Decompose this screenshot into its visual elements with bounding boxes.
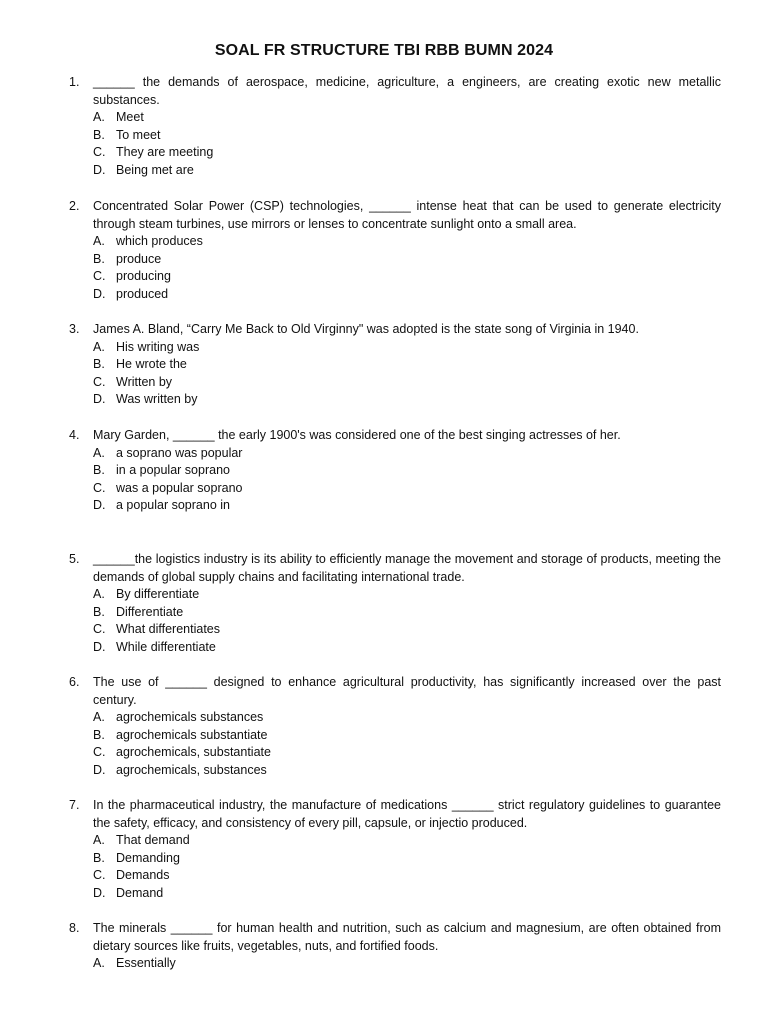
option-c [93,480,721,498]
question-text: ______ the demands of aerospace, medicine, agriculture, a engineers, are creating exotic new metallic substances. [93,75,721,107]
question-2 [69,198,721,304]
option-letter: D. [93,762,106,777]
question-text: In the pharmaceutical industry, the manufacture of medications ______ strict regulatory guidelines to guarantee the safety, efficacy, and consistency of every pill, capsule, or injectio produced. [93,798,721,830]
option-a [93,832,721,850]
option-c [93,374,721,392]
option-d [93,639,721,657]
question-number: 1. [69,75,80,89]
option-a [93,339,721,357]
option-a [93,955,721,973]
option-text: Being met are [116,162,194,177]
option-text: He wrote the [116,357,187,372]
option-c [93,621,721,639]
option-text: His writing was [116,339,200,354]
option-letter: B. [93,850,105,865]
option-text: which produces [116,234,203,249]
question-text: James A. Bland, “Carry Me Back to Old Virginny" was adopted is the state song of Virginia in 1940. [93,322,639,336]
option-text: While differentiate [116,639,216,654]
option-letter: C. [93,622,106,637]
option-text: That demand [116,833,190,848]
option-d [93,391,721,409]
option-letter: B. [93,357,105,372]
option-letter: B. [93,463,105,478]
option-list [93,709,721,779]
option-b [93,356,721,374]
option-d [93,762,721,780]
option-text: What differentiates [116,622,220,637]
option-letter: B. [93,727,105,742]
option-letter: A. [93,833,105,848]
option-b [93,251,721,269]
option-letter: C. [93,480,106,495]
option-d [93,286,721,304]
option-letter: D. [93,498,106,513]
option-text: By differentiate [116,587,200,602]
option-b [93,462,721,480]
question-text: The use of ______ designed to enhance agricultural productivity, has significantly increased over the past century. [93,675,721,707]
question-text: Mary Garden, ______ the early 1900's was considered one of the best singing actresses of her. [93,428,621,442]
option-letter: A. [93,110,105,125]
option-list [93,832,721,902]
option-c [93,144,721,162]
option-letter: A. [93,445,105,460]
option-b [93,850,721,868]
option-letter: C. [93,145,106,160]
option-letter: D. [93,162,106,177]
option-text: agrochemicals substantiate [116,727,268,742]
option-b [93,604,721,622]
option-letter: B. [93,127,105,142]
option-text: a soprano was popular [116,445,243,460]
option-d [93,162,721,180]
option-letter: B. [93,251,105,266]
option-a [93,586,721,604]
option-a [93,109,721,127]
question-number: 3. [69,322,80,336]
option-text: Meet [116,110,144,125]
option-b [93,727,721,745]
option-text: Demands [116,868,170,883]
question-number: 2. [69,199,80,213]
option-list [93,339,721,409]
question-8 [69,920,721,973]
option-text: produced [116,286,169,301]
page-title: SOAL FR STRUCTURE TBI RBB BUMN 2024 [214,42,554,59]
option-letter: A. [93,339,105,354]
option-text: Essentially [116,956,176,971]
option-text: Demanding [116,850,180,865]
option-list [93,109,721,179]
question-1 [69,74,721,180]
option-text: agrochemicals, substantiate [116,745,271,760]
option-text: Was written by [116,392,198,407]
option-b [93,127,721,145]
question-text: ______the logistics industry is its ability to efficiently manage the movement and storage of products, meeting the demands of global supply chains and facilitating international trade. [93,552,721,584]
option-text: Written by [116,374,173,389]
question-6 [69,674,721,780]
option-c [93,744,721,762]
option-letter: D. [93,885,106,900]
option-letter: D. [93,286,106,301]
question-number: 6. [69,675,80,689]
option-list [93,233,721,303]
question-number: 8. [69,921,80,935]
question-5 [69,551,721,657]
question-7 [69,797,721,903]
option-a [93,445,721,463]
option-text: agrochemicals substances [116,710,264,725]
option-list [93,586,721,656]
question-4 [69,427,721,515]
option-text: Demand [116,885,164,900]
option-letter: D. [93,392,106,407]
question-number: 4. [69,428,80,442]
option-text: in a popular soprano [116,463,230,478]
option-text: was a popular soprano [116,480,243,495]
option-list [93,445,721,515]
option-text: They are meeting [116,145,214,160]
option-a [93,709,721,727]
question-number: 7. [69,798,80,812]
question-number: 5. [69,552,80,566]
question-text: The minerals ______ for human health and nutrition, such as calcium and magnesium, are often obtained from dietary sources like fruits, vegetables, nuts, and fortified foods. [93,921,721,953]
option-c [93,867,721,885]
option-text: agrochemicals, substances [116,762,267,777]
question-3 [69,321,721,409]
option-letter: C. [93,374,106,389]
option-letter: D. [93,639,106,654]
option-list [93,955,721,973]
option-letter: A. [93,587,105,602]
option-d [93,885,721,903]
option-letter: C. [93,269,106,284]
option-letter: A. [93,956,105,971]
option-letter: A. [93,710,105,725]
option-text: Differentiate [116,604,184,619]
option-c [93,268,721,286]
option-d [93,497,721,515]
option-text: To meet [116,127,161,142]
option-a [93,233,721,251]
option-text: a popular soprano in [116,498,230,513]
question-text: Concentrated Solar Power (CSP) technologies, ______ intense heat that can be used to generate electricity through steam turbines, use mirrors or lenses to concentrate sunlight onto a small area. [93,199,721,231]
option-letter: A. [93,234,105,249]
option-letter: B. [93,604,105,619]
option-text: produce [116,251,162,266]
option-text: producing [116,269,171,284]
option-letter: C. [93,868,106,883]
option-letter: C. [93,745,106,760]
